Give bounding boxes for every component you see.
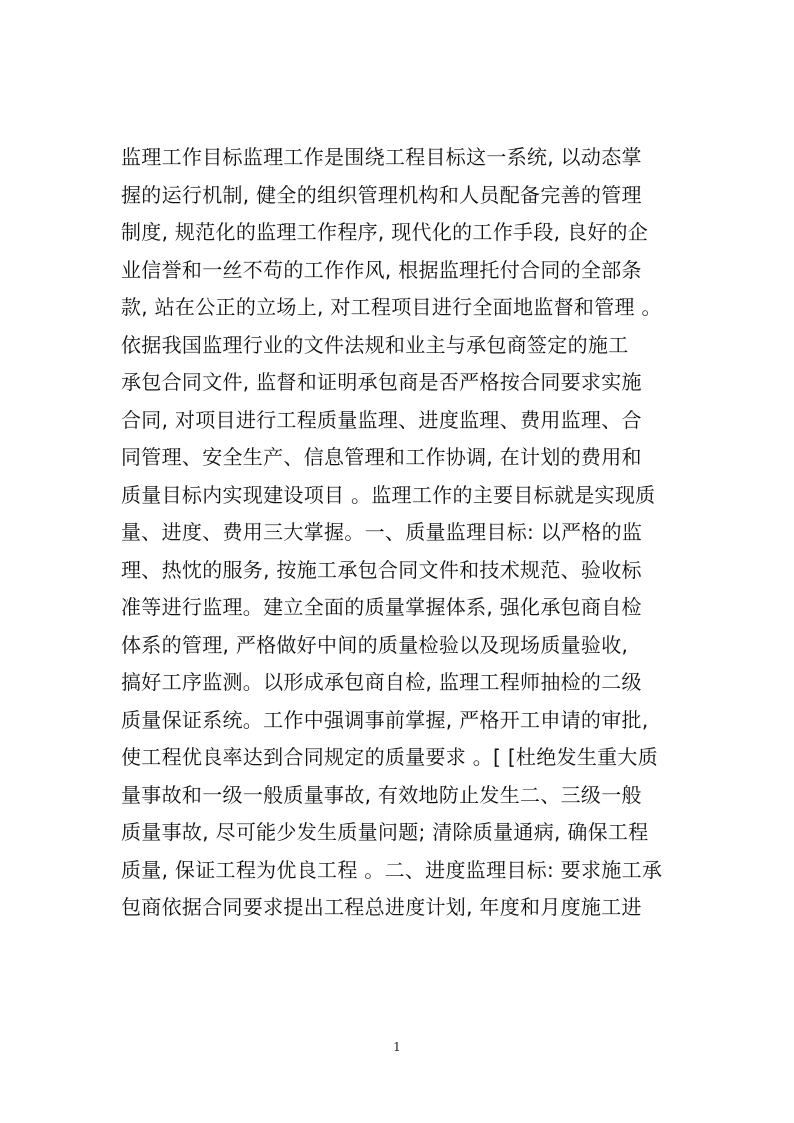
text-line: 使工程优良率达到合同规定的质量要求 。[ [杜绝发生重大质 [121,745,659,769]
text-line: 握的运行机制, 健全的组织管理机构和人员配备完善的管理 [121,182,642,207]
text-line: 质量, 保证工程为优良工程 。二、进度监理目标: 要求施工承 [121,857,663,882]
page-number: 1 [393,1040,401,1054]
text-line: 依据我国监理行业的文件法规和业主与承包商签定的施工 [121,332,629,357]
text-line: 同管理、安全生产、信息管理和工作协调, 在计划的费用和 [121,445,642,469]
text-line: 体系的管理, 严格做好中间的质量检验以及现场质量验收, [121,632,629,657]
text-line: 业信誉和一丝不苟的工作作风, 根据监理托付合同的全部条 [121,257,642,282]
text-line: 质量保证系统。工作中强调事前掌握, 严格开工申请的审批, [121,707,649,732]
text-line: 准等进行监理。建立全面的质量掌握体系, 强化承包商自检 [121,595,642,619]
text-line: 量、进度、费用三大掌握。一、质量监理目标: 以严格的监 [121,520,643,544]
text-line: 理、热忱的服务, 按施工承包合同文件和技术规范、验收标 [121,557,642,582]
text-line: 款, 站在公正的立场上, 对工程项目进行全面地监督和管理 。 [121,295,662,319]
text-line: 制度, 规范化的监理工作程序, 现代化的工作手段, 良好的企 [121,220,649,244]
text-line: 量事故和一级一般质量事故, 有效地防止发生二、三级一般 [121,782,642,807]
text-line: 承包合同文件, 监督和证明承包商是否严格按合同要求实施 [121,370,642,394]
text-line: 质量目标内实现建设项目 。监理工作的主要目标就是实现质 [121,482,656,507]
text-line: 监理工作目标监理工作是围绕工程目标这一系统, 以动态掌 [121,145,642,169]
body-text [121,139,681,927]
text-line: 质量事故, 尽可能少发生质量问题; 清除质量通病, 确保工程 [121,820,649,844]
text-line: 搞好工序监测。以形成承包商自检, 监理工程师抽检的二级 [121,670,642,694]
text-line: 合同, 对项目进行工程质量监理、进度监理、费用监理、合 [121,407,642,432]
text-line: 包商依据合同要求提出工程总进度计划, 年度和月度施工进 [121,895,642,919]
